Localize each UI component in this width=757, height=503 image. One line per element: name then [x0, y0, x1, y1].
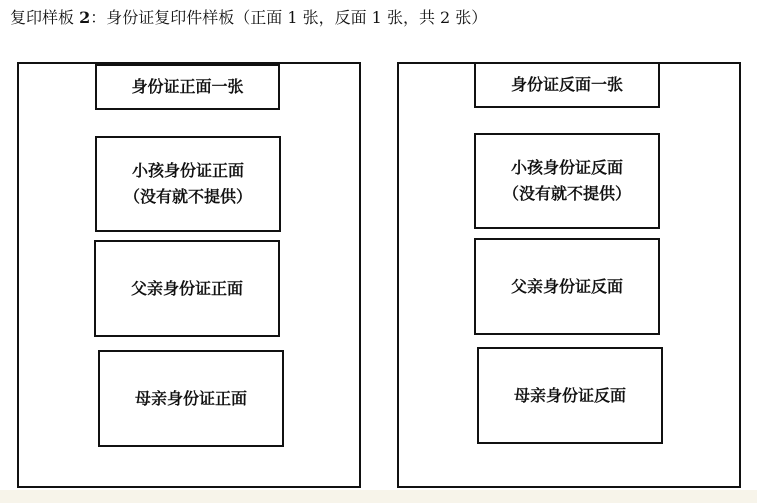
title-prefix: 复印样板 [10, 8, 80, 27]
back-header-box [474, 62, 660, 108]
front-mother-label: 母亲身份证正面 [134, 388, 247, 408]
title-suffix: ：身份证复印件样板（正面 1 张，反面 1 张，共 2 张） [90, 8, 488, 27]
back-child-text [503, 155, 631, 207]
front-header-label: 身份证正面一张 [131, 77, 244, 96]
front-header-box [95, 64, 280, 110]
front-child-text [124, 158, 252, 210]
back-father-label: 父亲身份证反面 [510, 276, 623, 296]
front-father-label: 父亲身份证正面 [130, 278, 243, 298]
back-child-label: 小孩身份证反面 [510, 158, 623, 177]
front-child-label: 小孩身份证正面 [131, 161, 244, 180]
back-header-label: 身份证反面一张 [510, 75, 623, 94]
front-father-box [94, 240, 280, 337]
front-child-note: （没有就不提供） [123, 187, 252, 206]
back-child-note: （没有就不提供） [502, 184, 631, 203]
front-mother-box [98, 350, 284, 447]
back-child-box [474, 133, 660, 229]
bottom-strip [0, 490, 757, 503]
back-mother-label: 母亲身份证反面 [513, 385, 626, 405]
page-title [10, 6, 487, 30]
front-child-box [95, 136, 281, 232]
back-mother-box [477, 347, 663, 444]
back-father-box [474, 238, 660, 335]
title-number: 2 [79, 8, 91, 27]
